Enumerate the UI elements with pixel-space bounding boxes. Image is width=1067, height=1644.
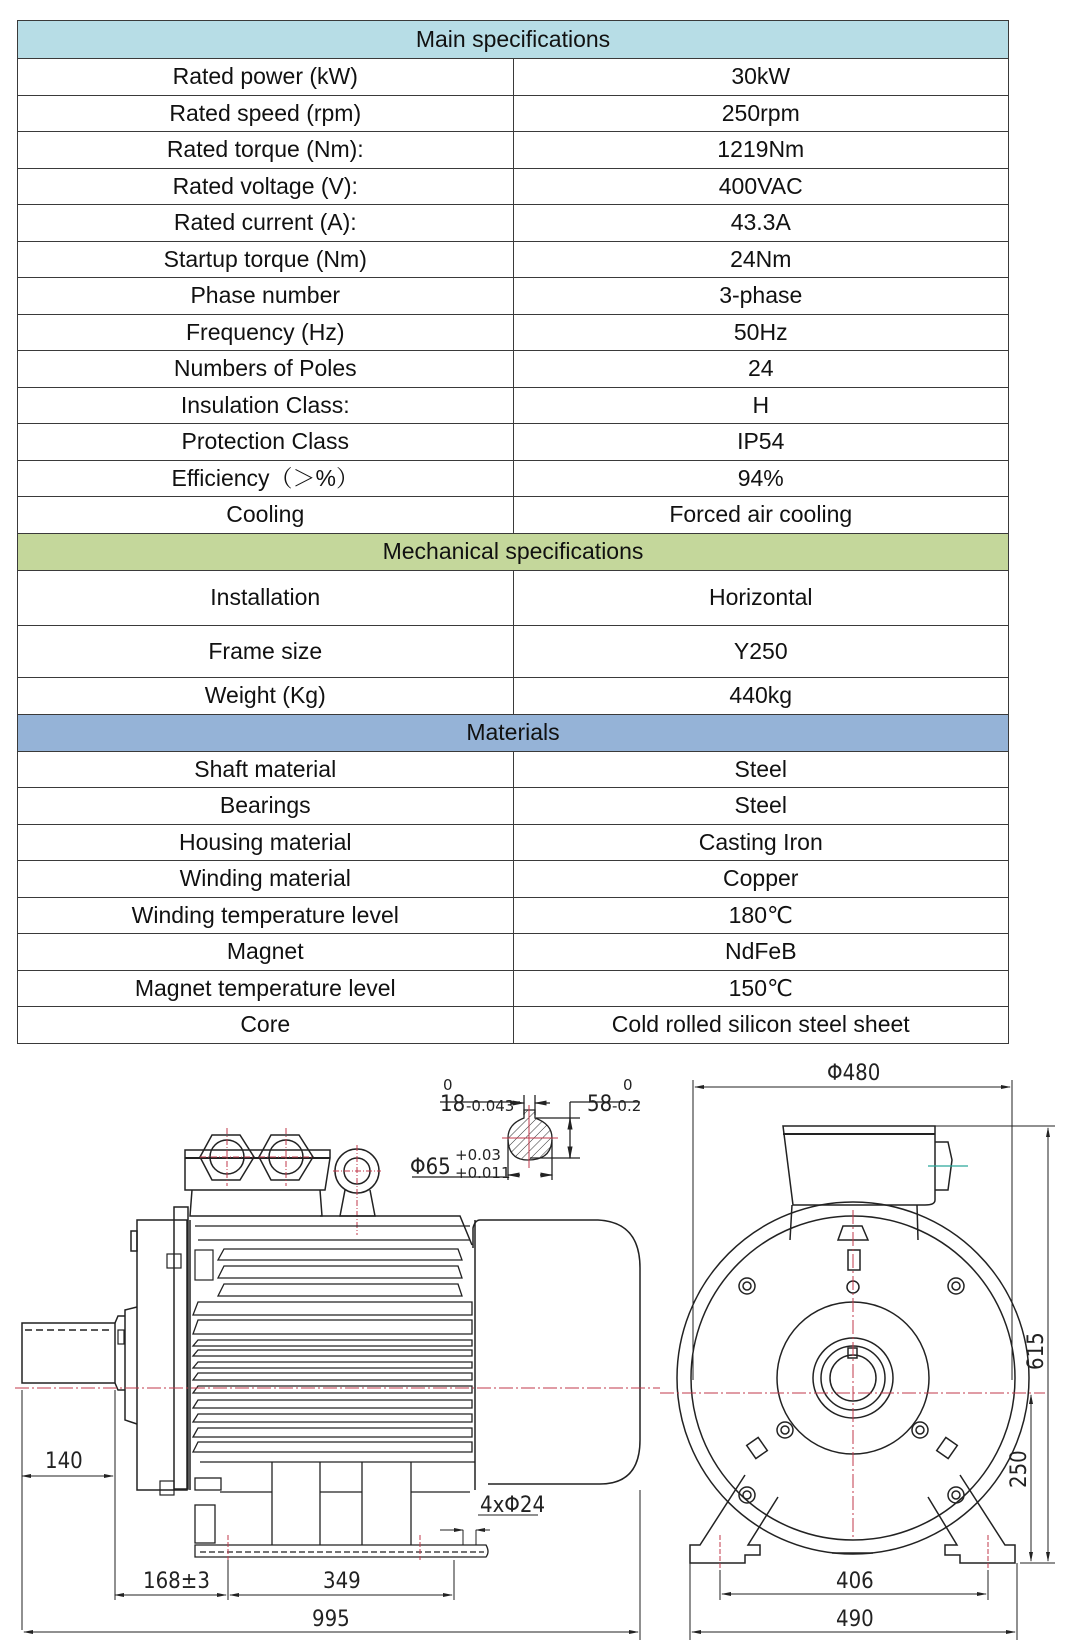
key-depth-upper: 0	[623, 1076, 633, 1094]
table-row	[18, 897, 1009, 934]
spec-label: Rated current (A):	[18, 205, 514, 242]
spec-table	[17, 20, 1009, 1044]
mounting-feet	[195, 1462, 488, 1557]
key-width-lower: -0.043	[466, 1097, 515, 1115]
spec-value: 43.3A	[513, 205, 1009, 242]
spec-label: Startup torque (Nm)	[18, 241, 514, 278]
section-title: Main specifications	[18, 21, 1009, 59]
overall-length-label: 995	[312, 1607, 350, 1632]
spec-value: Y250	[513, 625, 1009, 677]
table-row	[18, 424, 1009, 461]
spec-value: 400VAC	[513, 168, 1009, 205]
cooling-fins	[193, 1226, 472, 1452]
table-row	[18, 625, 1009, 677]
spec-value: 50Hz	[513, 314, 1009, 351]
spec-label: Winding material	[18, 861, 514, 898]
spec-label: Rated torque (Nm):	[18, 132, 514, 169]
spec-value: Forced air cooling	[513, 497, 1009, 534]
table-row	[18, 861, 1009, 898]
table-row	[18, 1007, 1009, 1044]
table-row	[18, 970, 1009, 1007]
spec-label: Housing material	[18, 824, 514, 861]
section-header-main	[18, 21, 1009, 59]
lifting-eye-icon	[333, 1145, 381, 1235]
spec-value: 1219Nm	[513, 132, 1009, 169]
spec-value: Copper	[513, 861, 1009, 898]
spec-label: Frequency (Hz)	[18, 314, 514, 351]
key-width-upper: 0	[443, 1076, 453, 1094]
table-row	[18, 387, 1009, 424]
front-view	[660, 1126, 1045, 1570]
overall-height-label: 615	[1024, 1332, 1049, 1370]
spec-value: 440kg	[513, 677, 1009, 714]
spec-value: Casting Iron	[513, 824, 1009, 861]
spec-value: 24Nm	[513, 241, 1009, 278]
foot-width-label: 490	[836, 1607, 874, 1632]
spec-value: NdFeB	[513, 934, 1009, 971]
spec-label: Rated speed (rpm)	[18, 95, 514, 132]
shaft-diameter-upper: +0.03	[455, 1146, 501, 1164]
foot-spacing-label: 349	[323, 1569, 361, 1594]
shaft-diameter-lower: +0.011	[455, 1164, 511, 1182]
section-title: Mechanical specifications	[18, 533, 1009, 570]
spec-value: Steel	[513, 751, 1009, 788]
spec-label: Winding temperature level	[18, 897, 514, 934]
spec-label: Shaft material	[18, 751, 514, 788]
diameter-label: Φ480	[827, 1061, 881, 1086]
spec-value: Steel	[513, 788, 1009, 825]
table-row	[18, 824, 1009, 861]
spec-label: Phase number	[18, 278, 514, 315]
shaft-length-label: 140	[45, 1449, 83, 1474]
spec-label: Numbers of Poles	[18, 351, 514, 388]
key-depth-nominal: 58	[587, 1092, 613, 1117]
key-width-nominal: 18	[440, 1092, 466, 1117]
spec-value: 180℃	[513, 897, 1009, 934]
spec-label: Rated power (kW)	[18, 59, 514, 96]
spec-label: Rated voltage (V):	[18, 168, 514, 205]
spec-label: Core	[18, 1007, 514, 1044]
table-row	[18, 168, 1009, 205]
table-row	[18, 677, 1009, 714]
spec-value: 3-phase	[513, 278, 1009, 315]
terminal-box-icon	[185, 1128, 330, 1216]
table-row	[18, 934, 1009, 971]
table-row	[18, 314, 1009, 351]
spec-label: Cooling	[18, 497, 514, 534]
shaft-to-foot-label: 168±3	[143, 1569, 210, 1594]
table-row	[18, 751, 1009, 788]
table-row	[18, 788, 1009, 825]
spec-value: Cold rolled silicon steel sheet	[513, 1007, 1009, 1044]
spec-label: Insulation Class:	[18, 387, 514, 424]
table-row	[18, 278, 1009, 315]
spec-label: Efficiency（＞%）	[18, 460, 514, 497]
section-header-mechanical	[18, 533, 1009, 570]
foot-hole-spacing-label: 406	[836, 1569, 874, 1594]
table-row	[18, 132, 1009, 169]
side-view	[15, 1128, 660, 1560]
key-depth-lower: -0.2	[612, 1097, 642, 1115]
spec-value: 30kW	[513, 59, 1009, 96]
motor-dimension-drawing	[0, 1045, 1067, 1644]
table-row	[18, 460, 1009, 497]
spec-label: Bearings	[18, 788, 514, 825]
shaft-diameter-nominal: Φ65	[410, 1155, 451, 1180]
table-row	[18, 59, 1009, 96]
spec-value: H	[513, 387, 1009, 424]
spec-value: 250rpm	[513, 95, 1009, 132]
spec-value: 94%	[513, 460, 1009, 497]
spec-label: Weight (Kg)	[18, 677, 514, 714]
spec-value: 150℃	[513, 970, 1009, 1007]
table-row	[18, 351, 1009, 388]
spec-label: Installation	[18, 570, 514, 625]
spec-value: Horizontal	[513, 570, 1009, 625]
section-title: Materials	[18, 714, 1009, 751]
spec-label: Protection Class	[18, 424, 514, 461]
spec-label: Magnet temperature level	[18, 970, 514, 1007]
table-row	[18, 497, 1009, 534]
spec-value: 24	[513, 351, 1009, 388]
table-row	[18, 205, 1009, 242]
spec-label: Magnet	[18, 934, 514, 971]
spec-label: Frame size	[18, 625, 514, 677]
foot-hole-label: 4xΦ24	[480, 1493, 546, 1518]
bolt-icon	[739, 1278, 964, 1503]
table-row	[18, 570, 1009, 625]
section-header-materials	[18, 714, 1009, 751]
table-row	[18, 241, 1009, 278]
center-height-label: 250	[1007, 1450, 1032, 1488]
table-row	[18, 95, 1009, 132]
spec-value: IP54	[513, 424, 1009, 461]
